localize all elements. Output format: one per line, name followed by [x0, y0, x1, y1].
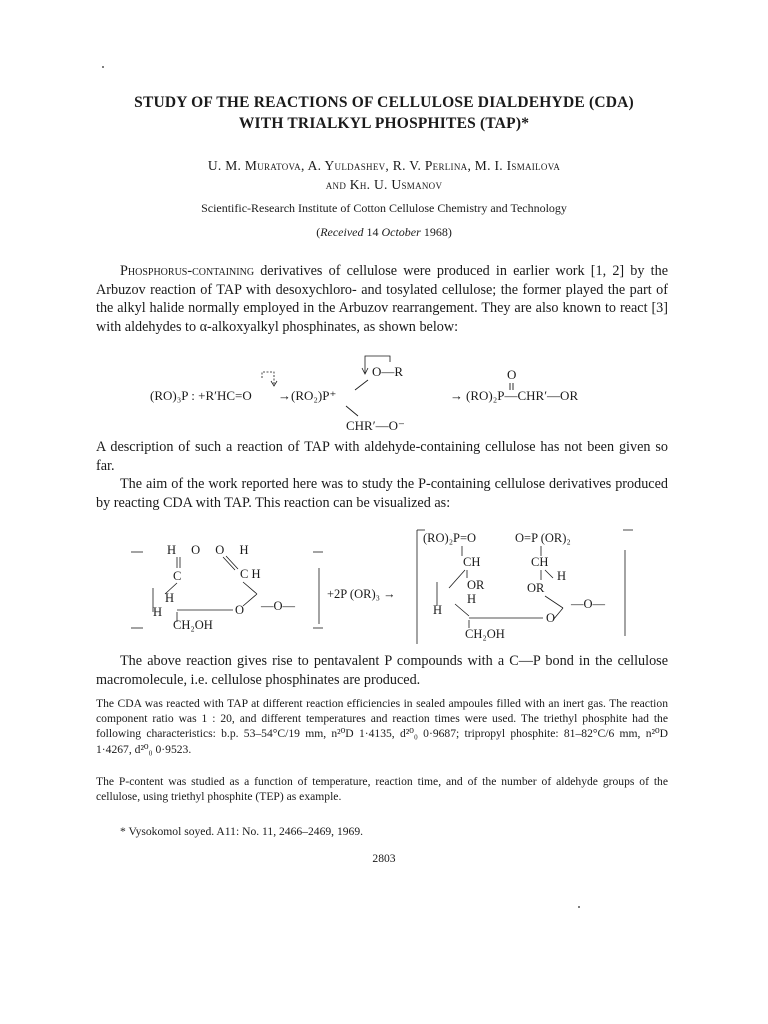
paragraph-aim: [96, 475, 668, 512]
paragraph-lead: Phosphorus-containing: [120, 263, 255, 279]
scheme2-c-right: C H: [240, 567, 261, 581]
scheme1-chr: CHR′—O⁻: [346, 418, 405, 433]
scheme2-ch-b: CH: [531, 555, 549, 569]
author-list: [60, 156, 708, 194]
scheme1-arrow-2: →: [450, 388, 463, 403]
scheme1-o-r: O—R: [372, 364, 404, 379]
scheme2-ch2oh: CH₂OH: [173, 618, 213, 632]
article-title: [60, 92, 708, 134]
cda-tap-reaction-scheme: [125, 526, 635, 648]
scheme2-top-label: H O O H: [167, 543, 255, 557]
received-date: (Received 14 October 1968): [316, 225, 452, 239]
paragraph-description: A description of such a reaction of TAP with aldehyde-containing cellulose has not been given so far.: [96, 439, 668, 474]
scheme2-h-c: H: [557, 569, 567, 583]
scheme2-h-1: H: [165, 591, 175, 605]
title-line-1: STUDY OF THE REACTIONS OF CELLULOSE DIALDEHYDE (CDA): [134, 94, 634, 111]
paragraph-aim-text: The aim of the work reported here was to study the P-containing cellulose derivatives produced by reacting CDA with TAP. This reaction can be visualized as:: [96, 476, 668, 511]
scheme2-h-a: H: [467, 592, 477, 606]
paragraph-result: [96, 652, 668, 689]
authors-line-2: and Kh. U. Usmanov: [325, 177, 443, 192]
scheme2-ch2oh-2: CH₂OH: [465, 627, 505, 641]
title-line-2: WITH TRIALKYL PHOSPHITES (TAP)*: [238, 115, 530, 132]
scheme2-ring-oxygen: O: [235, 603, 245, 617]
scheme2-glycosidic-link: —O—: [261, 599, 296, 613]
scheme2-c-left: C: [173, 569, 182, 583]
scheme2-reagent: +2P (OR)₃ →: [327, 587, 396, 601]
scheme2-h-b: H: [433, 603, 443, 617]
paragraph-p-content-text: The P-content was studied as a function of temperature, reaction time, and of the number of aldehyde groups of the cellulose, using triethyl phosphite (TEP) as example.: [96, 775, 668, 804]
received-month: October: [381, 225, 421, 239]
footnote: * Vysokomol soyed. A11: No. 11, 2466–2469, 1969.: [120, 825, 364, 838]
scheme2-or-a: OR: [467, 578, 485, 592]
scheme1-reactant: (RO)₃P : +R′HC=O: [150, 388, 252, 403]
speck: [102, 66, 104, 68]
scheme1-product: (RO)₂P—CHR′—OR: [466, 388, 579, 403]
scheme2-phosphonate-left: (RO)₂P=O: [423, 531, 477, 545]
scheme2-phosphonate-right: O=P (OR)₂: [515, 531, 571, 545]
paragraph-experimental-text: The CDA was reacted with TAP at different reaction efficiencies in sealed ampoules filled with an inert gas. The reaction component ratio was 1 : 20, and different temperatures and reaction times were used. The triethyl phosphite had the following characteristics: b.p. 53–54°C/19 mm, n²⁰D 1·4135, d²⁰₀ 0·9687; tripropyl phosphite: 81–82°C/6 mm, n²⁰D 1·4267, d²⁰₀ 0·9523.: [96, 697, 668, 756]
scheme2-glycosidic-link-2: —O—: [571, 597, 606, 611]
paragraph-p-content: [96, 774, 668, 804]
speck: [578, 906, 580, 908]
scheme2-h-2: H: [153, 605, 163, 619]
paragraph-result-text: The above reaction gives rise to pentavalent P compounds with a C—P bond in the cellulose macromolecule, i.e. cellulose phosphinates are produced.: [96, 653, 668, 688]
scheme2-ch-a: CH: [463, 555, 481, 569]
paragraph-experimental: [96, 696, 668, 757]
paragraph-intro-text: derivatives of cellulose were produced in earlier work [1, 2] by the Arbuzov reaction of TAP with desoxychloro- and tosylated cellulose; the former played the part of the alkyl halide normally employed in the Arbuzov rearrangement. They are also known to react [3] with aldehydes to α-alkoxyalkyl phosphinates, as shown below:: [96, 263, 668, 335]
paragraph-intro: [96, 262, 668, 336]
affiliation: Scientific-Research Institute of Cotton Cellulose Chemistry and Technology: [201, 201, 567, 215]
authors-line-1: U. M. Muratova, A. Yuldashev, R. V. Perlina, M. I. Ismailova: [207, 158, 561, 173]
received-year: 1968: [423, 225, 448, 239]
scheme1-intermediate: (RO₂)P⁺: [291, 388, 337, 403]
arbuzov-reaction-scheme: [150, 354, 620, 434]
scheme2-or-b: OR: [527, 581, 545, 595]
scheme1-arrow-1: →: [278, 388, 291, 403]
received-day: 14: [366, 225, 379, 239]
scheme1-product-oxygen: O: [507, 367, 517, 382]
page-number: 2803: [372, 852, 396, 865]
received-label: Received: [320, 225, 364, 239]
scheme2-ring-oxygen-2: O: [546, 611, 556, 625]
